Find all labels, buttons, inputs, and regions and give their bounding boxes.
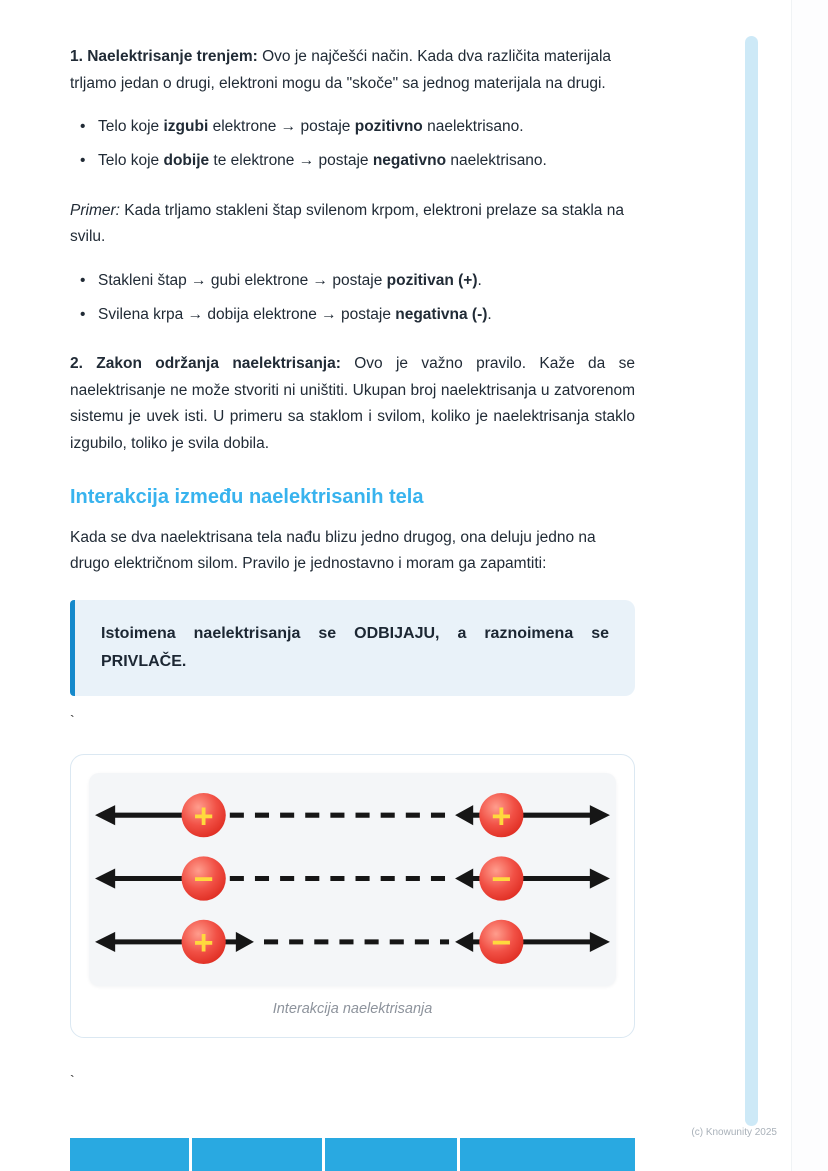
paragraph-friction: 1. Naelektrisanje trenjem: Ovo je najčešći način. Kada dva različita materijala trljamo jedan o drugi, elektroni mogu da "skoče" sa jednog materijala na drugi.: [70, 48, 612, 92]
table-header-cell-2: [192, 1138, 322, 1171]
figure-caption: Interakcija naelektrisanja: [272, 1001, 433, 1018]
watermark: (c) Knowunity 2025: [691, 1127, 777, 1138]
figure-row-plus-minus: [95, 920, 610, 964]
list-glass-silk: [78, 268, 635, 327]
figure-row-plus-plus: [95, 793, 610, 837]
list-item: • Telo koje izgubi elektrone → postaje pozitivno naelektrisano.: [78, 114, 635, 139]
table-header-cell-4: [460, 1138, 635, 1171]
table-header-row: [70, 1138, 635, 1171]
charge-sign-right: +: [491, 797, 512, 836]
charge-sign-left: −: [193, 860, 214, 899]
charge-sign-right: −: [491, 860, 512, 899]
paragraph-conservation: 2. Zakon održanja naelektrisanja: Ovo je važno pravilo. Kaže da se naelektrisanje ne može stvoriti ni uništiti. Ukupan broj naelektrisanja u zatvorenom sistemu je uvek isti. U primeru sa staklom i svilom, koliko je naelektrisanja staklo izgubilo, toliko je svila dobila.: [70, 355, 635, 453]
charge-sign-left: +: [193, 797, 214, 836]
figure-row-minus-minus: [95, 856, 610, 900]
arrowhead-outer-right-icon: [590, 932, 610, 952]
arrowhead-inner-right-icon: [236, 932, 254, 952]
figure-card: [70, 754, 635, 1038]
list-item: • Telo koje dobije te elektrone → postaje negativno naelektrisano.: [78, 148, 635, 173]
charge-sign-right: −: [491, 923, 512, 962]
stray-backtick: `: [70, 1072, 75, 1089]
stray-backtick: `: [70, 712, 75, 728]
list-item: • Svilena krpa → dobija elektrone → postaje negativna (-).: [78, 302, 635, 327]
arrowhead-outer-right-icon: [590, 805, 610, 825]
callout-rule: Istoimena naelektrisanja se ODBIJAJU, a raznoimena se PRIVLAČE.: [70, 600, 635, 696]
list-electron-transfer: [78, 114, 635, 173]
document-content: [70, 44, 635, 1088]
charge-sign-left: +: [193, 923, 214, 962]
arrowhead-outer-right-icon: [590, 868, 610, 888]
section-heading: Interakcija između naelektrisanih tela: [70, 485, 424, 508]
page-right-gutter: [791, 0, 828, 1171]
list-item: • Stakleni štap → gubi elektrone → postaje pozitivan (+).: [78, 268, 635, 293]
paragraph-interaction-intro: Kada se dva naelektrisana tela nađu blizu jedno drugog, ona deluju jedno na drugo električnom silom. Pravilo je jednostavno i moram ga zapamtiti:: [70, 528, 596, 573]
charge-interaction-svg: [91, 783, 614, 976]
charge-interaction-diagram: [89, 773, 616, 986]
table-header-cell-1: [70, 1138, 189, 1171]
scrollbar-thumb[interactable]: [745, 36, 758, 1126]
paragraph-example: Primer: Kada trljamo stakleni štap svilenom krpom, elektroni prelaze sa stakla na svilu.: [70, 201, 624, 246]
table-header-cell-3: [325, 1138, 457, 1171]
